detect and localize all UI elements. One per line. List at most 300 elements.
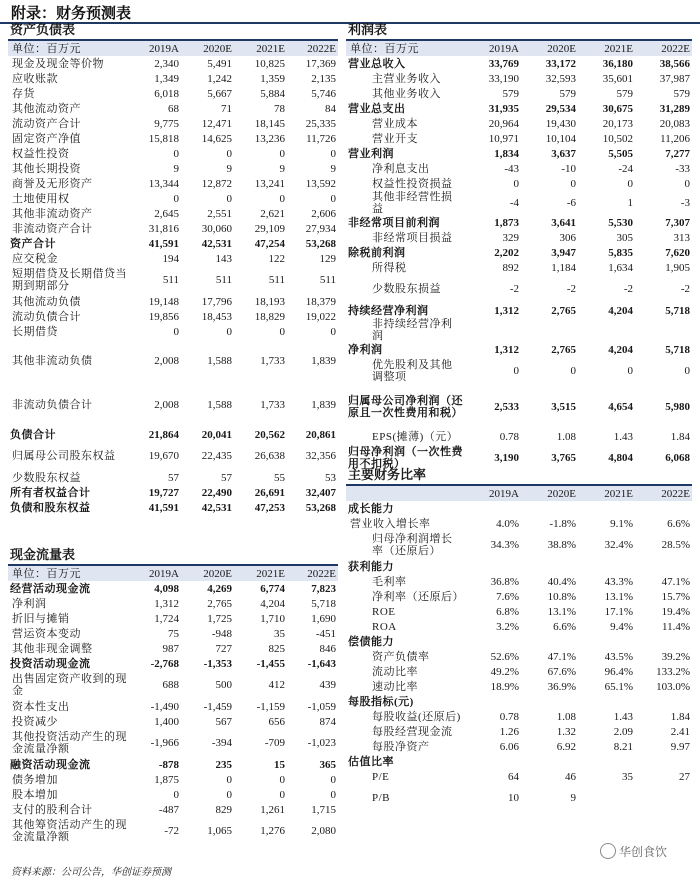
row-value: 15.7% xyxy=(661,590,690,603)
row-value: 1,065 xyxy=(207,825,232,837)
table-row xyxy=(346,559,692,574)
row-value: 1.84 xyxy=(670,710,690,723)
row-value: 2,765 xyxy=(551,304,576,317)
table-row xyxy=(346,739,692,754)
row-value: 4,654 xyxy=(608,401,633,413)
row-value: 439 xyxy=(319,679,336,691)
row-value: 33,769 xyxy=(488,57,519,70)
row-label: 其他非现金调整 xyxy=(12,642,93,655)
row-value: 5,980 xyxy=(665,401,690,413)
row-value: -487 xyxy=(158,803,179,816)
balance-sheet-section xyxy=(8,23,338,515)
row-value: 1,400 xyxy=(154,715,179,728)
row-value: 65.1% xyxy=(604,680,633,693)
row-value: 13,592 xyxy=(305,177,336,190)
row-value xyxy=(578,634,635,649)
ratios-section xyxy=(346,468,692,812)
row-value: 4,204 xyxy=(608,343,633,356)
table-row xyxy=(8,176,338,191)
row-value: 3,637 xyxy=(551,147,576,160)
row-value: 4.0% xyxy=(496,517,519,530)
row-value: 511 xyxy=(319,274,336,286)
column-header-year: 2019A xyxy=(464,41,521,56)
column-header-year: 2021E xyxy=(578,486,635,501)
row-label: 其他业务收入 xyxy=(372,87,441,100)
row-label: 其他筹资活动产生的现金流量净额 xyxy=(12,819,127,843)
row-value: 41,591 xyxy=(148,237,179,250)
row-value: 0 xyxy=(173,192,179,205)
row-value: 9,775 xyxy=(154,117,179,130)
table-row xyxy=(346,146,692,161)
row-value: 0 xyxy=(627,177,633,190)
row-value: 0 xyxy=(226,788,232,801)
row-value: 52.6% xyxy=(490,650,519,663)
row-label: 偿债能力 xyxy=(348,635,394,648)
row-value: 22,435 xyxy=(201,450,232,462)
row-value: 0 xyxy=(330,773,336,786)
row-value: 0 xyxy=(330,325,336,338)
source-note: 资料来源：公司公告，华创证券预测 xyxy=(11,867,171,878)
row-label: 融资活动现金流 xyxy=(10,758,91,771)
ratios-title: 主要财务比率 xyxy=(346,468,692,486)
row-value: 5,746 xyxy=(311,87,336,100)
row-value: 0 xyxy=(279,192,285,205)
table-row xyxy=(8,251,338,266)
row-value: 892 xyxy=(502,261,519,274)
row-value xyxy=(464,501,521,516)
row-value xyxy=(521,754,578,769)
row-label: 所得税 xyxy=(372,261,407,274)
row-value: 306 xyxy=(559,231,576,244)
row-value: -1,059 xyxy=(307,700,336,713)
row-value: 41,591 xyxy=(148,501,179,514)
row-value: 2.41 xyxy=(670,725,690,738)
row-value: -72 xyxy=(164,825,179,837)
row-value: 33,172 xyxy=(545,57,576,70)
row-value: 1,588 xyxy=(207,399,232,411)
row-value xyxy=(521,634,578,649)
row-value: 0.78 xyxy=(499,710,519,723)
row-value: 96.4% xyxy=(604,665,633,678)
row-value xyxy=(521,694,578,709)
row-value: 32,356 xyxy=(305,450,336,462)
column-header-year: 2021E xyxy=(234,566,287,581)
row-value: 1,710 xyxy=(260,612,285,625)
row-value xyxy=(464,318,521,342)
row-value: 0 xyxy=(570,365,576,377)
row-value: 9 xyxy=(173,162,179,175)
row-value: 38,566 xyxy=(659,57,690,70)
row-value: 1,839 xyxy=(311,399,336,411)
row-label: 应收账款 xyxy=(12,72,58,85)
table-row xyxy=(8,383,338,427)
row-value: 1,312 xyxy=(494,343,519,356)
row-value: 2,135 xyxy=(311,72,336,85)
table-row xyxy=(8,427,338,442)
table-row xyxy=(346,784,692,812)
row-value: 5,667 xyxy=(207,87,232,100)
row-label: 折旧与摊销 xyxy=(12,612,70,625)
row-value: 194 xyxy=(162,252,179,265)
row-label: 其他非经营性损益 xyxy=(372,191,453,215)
row-value xyxy=(521,501,578,516)
row-label: 归属母公司股东权益 xyxy=(12,450,116,462)
row-value: 511 xyxy=(215,274,232,286)
balance-sheet-table xyxy=(8,41,338,515)
row-label: 除税前利润 xyxy=(348,246,406,259)
row-value: 42,531 xyxy=(201,237,232,250)
row-value: 0 xyxy=(279,325,285,338)
row-label: 股本增加 xyxy=(12,788,58,801)
row-value: 500 xyxy=(215,679,232,691)
row-value xyxy=(635,501,692,516)
row-value: 3,765 xyxy=(551,452,576,464)
row-value: 26,691 xyxy=(254,486,285,499)
row-value: 38.8% xyxy=(547,539,576,551)
row-value: 75 xyxy=(168,627,179,640)
table-row xyxy=(346,619,692,634)
row-value: 5,718 xyxy=(665,304,690,317)
row-value: 1,312 xyxy=(494,304,519,317)
row-label: 现金及现金等价物 xyxy=(12,57,104,70)
row-value: 305 xyxy=(616,231,633,244)
row-value: 10,825 xyxy=(254,57,285,70)
row-value: 18,829 xyxy=(254,310,285,323)
row-value: -2 xyxy=(566,283,576,295)
row-value: 47.1% xyxy=(547,650,576,663)
row-value: 1.26 xyxy=(499,725,519,738)
row-value: 9 xyxy=(279,162,285,175)
row-value: 25,335 xyxy=(305,117,336,130)
table-header-row xyxy=(8,41,338,56)
table-row xyxy=(346,679,692,694)
row-value: 1.32 xyxy=(556,725,576,738)
table-row xyxy=(346,275,692,303)
row-value: 7,307 xyxy=(665,216,690,229)
row-value: 0 xyxy=(684,177,690,190)
table-row xyxy=(8,596,338,611)
row-label: 少数股东损益 xyxy=(372,283,441,295)
table-header-row xyxy=(346,486,692,501)
column-header-unit: 单位：百万元 xyxy=(8,566,128,581)
row-label: ROE xyxy=(372,605,396,618)
row-value: 27 xyxy=(679,770,690,783)
row-label: 非流动资产合计 xyxy=(12,222,93,235)
row-value xyxy=(578,784,635,812)
row-label: 其他投资活动产生的现金流量净额 xyxy=(12,731,127,755)
table-row xyxy=(8,86,338,101)
row-value: 12,872 xyxy=(201,177,232,190)
table-row xyxy=(8,787,338,802)
row-value: 68 xyxy=(168,102,179,115)
row-label: 应交税金 xyxy=(12,252,58,265)
row-value: 84 xyxy=(325,102,336,115)
table-row xyxy=(346,531,692,559)
row-value: 143 xyxy=(215,252,232,265)
row-value: 5,491 xyxy=(207,57,232,70)
row-value: 31,289 xyxy=(659,102,690,115)
row-value: 6,068 xyxy=(665,452,690,464)
row-value: 4,269 xyxy=(207,582,232,595)
row-value: 17.1% xyxy=(604,605,633,618)
row-value: 0 xyxy=(226,192,232,205)
row-label: 营业总支出 xyxy=(348,102,406,115)
row-value: 2,606 xyxy=(311,207,336,220)
table-row xyxy=(8,611,338,626)
row-value: -948 xyxy=(211,627,232,640)
row-value: 0 xyxy=(226,147,232,160)
table-row xyxy=(8,146,338,161)
row-label: 其他非流动资产 xyxy=(12,207,93,220)
row-value: 32.4% xyxy=(604,539,633,551)
row-value: 2,765 xyxy=(207,597,232,610)
row-value: 133.2% xyxy=(656,665,690,678)
table-row xyxy=(8,161,338,176)
table-row xyxy=(346,116,692,131)
table-header-row xyxy=(8,566,338,581)
row-value: 6.92 xyxy=(556,740,576,753)
row-label: 营业利润 xyxy=(348,147,394,160)
row-value: -1,455 xyxy=(256,657,285,670)
row-value: 3,641 xyxy=(551,216,576,229)
row-value: 31,935 xyxy=(488,102,519,115)
row-value: 31,816 xyxy=(148,222,179,235)
row-value xyxy=(578,318,635,342)
row-label: 长期借贷 xyxy=(12,325,58,338)
row-value: 11.4% xyxy=(661,620,690,633)
row-label: 营业开支 xyxy=(372,132,418,145)
table-row xyxy=(346,71,692,86)
row-value: 6.8% xyxy=(496,605,519,618)
row-value: 1,839 xyxy=(311,355,336,367)
table-row xyxy=(346,56,692,71)
watermark xyxy=(600,843,692,861)
row-label: 短期借贷及长期借贷当期到期部分 xyxy=(12,268,127,292)
row-label: 获利能力 xyxy=(348,560,394,573)
table-row xyxy=(8,56,338,71)
row-value: 35,601 xyxy=(602,72,633,85)
row-value: -4 xyxy=(509,197,519,209)
column-header-year: 2021E xyxy=(234,41,287,56)
table-row xyxy=(8,294,338,309)
row-value: 20,562 xyxy=(254,428,285,441)
table-row xyxy=(8,236,338,251)
row-value: 9.4% xyxy=(610,620,633,633)
row-value: 57 xyxy=(221,471,232,484)
row-value: 34.3% xyxy=(490,539,519,551)
row-value: 874 xyxy=(319,715,336,728)
row-value: 0.78 xyxy=(499,430,519,443)
row-value: -2 xyxy=(680,283,690,295)
row-value: 1,634 xyxy=(608,261,633,274)
row-value: 656 xyxy=(268,715,285,728)
row-value: 9 xyxy=(570,792,576,804)
row-label: 流动资产合计 xyxy=(12,117,81,130)
row-value: 6.6% xyxy=(553,620,576,633)
row-value: 1.08 xyxy=(556,710,576,723)
table-row xyxy=(8,485,338,500)
row-label: 其他非流动负债 xyxy=(12,355,93,367)
row-value: 0 xyxy=(226,325,232,338)
row-value: 15,818 xyxy=(148,132,179,145)
row-value: 1,715 xyxy=(311,803,336,816)
table-row xyxy=(346,649,692,664)
row-value: 987 xyxy=(162,642,179,655)
row-label: 出售固定资产收到的现金 xyxy=(12,673,127,697)
row-value: 235 xyxy=(215,758,232,771)
row-value: 43.5% xyxy=(604,650,633,663)
row-value: 55 xyxy=(274,471,285,484)
row-value: 53,268 xyxy=(305,501,336,514)
row-value: 1,733 xyxy=(260,399,285,411)
row-value: 2,340 xyxy=(154,57,179,70)
row-value: 1,312 xyxy=(154,597,179,610)
row-label: 债务增加 xyxy=(12,773,58,786)
table-row xyxy=(346,724,692,739)
row-value: 10,502 xyxy=(602,132,633,145)
row-value: 13,344 xyxy=(148,177,179,190)
row-value: -2 xyxy=(623,283,633,295)
table-row xyxy=(346,260,692,275)
row-value: 1,725 xyxy=(207,612,232,625)
row-value: -6 xyxy=(566,197,576,209)
row-value: 365 xyxy=(319,758,336,771)
row-value: 103.0% xyxy=(656,680,690,693)
row-value: -1,459 xyxy=(203,700,232,713)
table-row xyxy=(346,709,692,724)
row-value: 0 xyxy=(226,773,232,786)
row-value: 579 xyxy=(502,87,519,100)
row-value: 35 xyxy=(622,770,633,783)
table-row xyxy=(346,634,692,649)
row-value: 2,765 xyxy=(551,343,576,356)
row-value: 13,236 xyxy=(254,132,285,145)
row-value: 53 xyxy=(325,471,336,484)
row-value: 2,202 xyxy=(494,246,519,259)
row-value: 20,964 xyxy=(488,117,519,130)
row-value: 3,947 xyxy=(551,246,576,259)
row-value: 17,796 xyxy=(201,295,232,308)
row-value: 0 xyxy=(627,365,633,377)
row-label: 非流动负债合计 xyxy=(12,399,93,411)
row-value: 42,531 xyxy=(201,501,232,514)
row-value: 17,369 xyxy=(305,57,336,70)
balance-sheet-title: 资产负债表 xyxy=(8,23,338,41)
table-row xyxy=(8,266,338,294)
row-value xyxy=(521,318,578,342)
row-label: 净利率（还原后） xyxy=(372,590,464,603)
wechat-logo-icon xyxy=(600,843,616,859)
row-value: 19,856 xyxy=(148,310,179,323)
row-value: 30,675 xyxy=(602,102,633,115)
row-value: 36.9% xyxy=(547,680,576,693)
row-value xyxy=(578,754,635,769)
row-value: 4,204 xyxy=(260,597,285,610)
row-value: 49.2% xyxy=(490,665,519,678)
page-title: 附录：财务预测表 xyxy=(11,4,132,22)
row-value xyxy=(635,694,692,709)
row-value: 7,823 xyxy=(311,582,336,595)
table-row xyxy=(8,817,338,845)
row-label: 所有者权益合计 xyxy=(10,486,91,499)
row-value: 825 xyxy=(268,642,285,655)
row-value: 21,864 xyxy=(148,428,179,441)
column-header-year: 2022E xyxy=(635,486,692,501)
row-value: 10,971 xyxy=(488,132,519,145)
row-label: 成长能力 xyxy=(348,502,394,515)
row-value: 35 xyxy=(274,627,285,640)
table-row xyxy=(8,641,338,656)
table-row xyxy=(8,116,338,131)
row-value: 18,379 xyxy=(305,295,336,308)
row-value: 10.8% xyxy=(547,590,576,603)
row-value: 0 xyxy=(330,788,336,801)
row-value: 11,726 xyxy=(306,132,336,145)
table-row xyxy=(346,342,692,357)
row-value: 1,873 xyxy=(494,216,519,229)
row-value: 579 xyxy=(616,87,633,100)
row-value: 1,875 xyxy=(154,773,179,786)
row-value xyxy=(635,318,692,342)
row-value: 1,349 xyxy=(154,72,179,85)
row-value: 1.84 xyxy=(670,430,690,443)
cash-flow-table xyxy=(8,566,338,845)
row-label: 优先股利及其他调整项 xyxy=(372,359,453,383)
row-value: -43 xyxy=(504,162,519,175)
row-value: -1,023 xyxy=(307,737,336,749)
row-value: 30,060 xyxy=(201,222,232,235)
row-value: 6.6% xyxy=(667,517,690,530)
row-value: 37,987 xyxy=(659,72,690,85)
table-row xyxy=(8,772,338,787)
row-value: 0 xyxy=(684,365,690,377)
row-value: 2,008 xyxy=(154,355,179,367)
row-value: 19,148 xyxy=(148,295,179,308)
row-value: 5,718 xyxy=(311,597,336,610)
row-label: 流动比率 xyxy=(372,665,418,678)
row-value: 1,359 xyxy=(260,72,285,85)
table-row xyxy=(346,86,692,101)
row-value xyxy=(464,694,521,709)
row-label: 投资减少 xyxy=(12,715,58,728)
table-row xyxy=(346,604,692,619)
table-row xyxy=(346,385,692,429)
row-value: 36.8% xyxy=(490,575,519,588)
row-value: 13.1% xyxy=(547,605,576,618)
row-value: 0 xyxy=(173,325,179,338)
row-value: 18.9% xyxy=(490,680,519,693)
row-label: 固定资产净值 xyxy=(12,132,81,145)
row-value xyxy=(635,784,692,812)
row-value: 18,453 xyxy=(201,310,232,323)
row-value: -878 xyxy=(158,758,179,771)
row-value: 13.1% xyxy=(604,590,633,603)
row-label: 少数股东权益 xyxy=(12,471,81,484)
table-row xyxy=(346,501,692,516)
row-value: 19.4% xyxy=(661,605,690,618)
column-header-unit: 单位：百万元 xyxy=(346,41,464,56)
row-value xyxy=(635,754,692,769)
row-value xyxy=(464,754,521,769)
row-value xyxy=(635,634,692,649)
row-value: -1,490 xyxy=(150,700,179,713)
row-value: 20,083 xyxy=(659,117,690,130)
row-value: 53,268 xyxy=(305,237,336,250)
table-row xyxy=(8,131,338,146)
table-row xyxy=(346,664,692,679)
row-label: 权益性投资损益 xyxy=(372,177,453,190)
row-value: 47,253 xyxy=(254,501,285,514)
